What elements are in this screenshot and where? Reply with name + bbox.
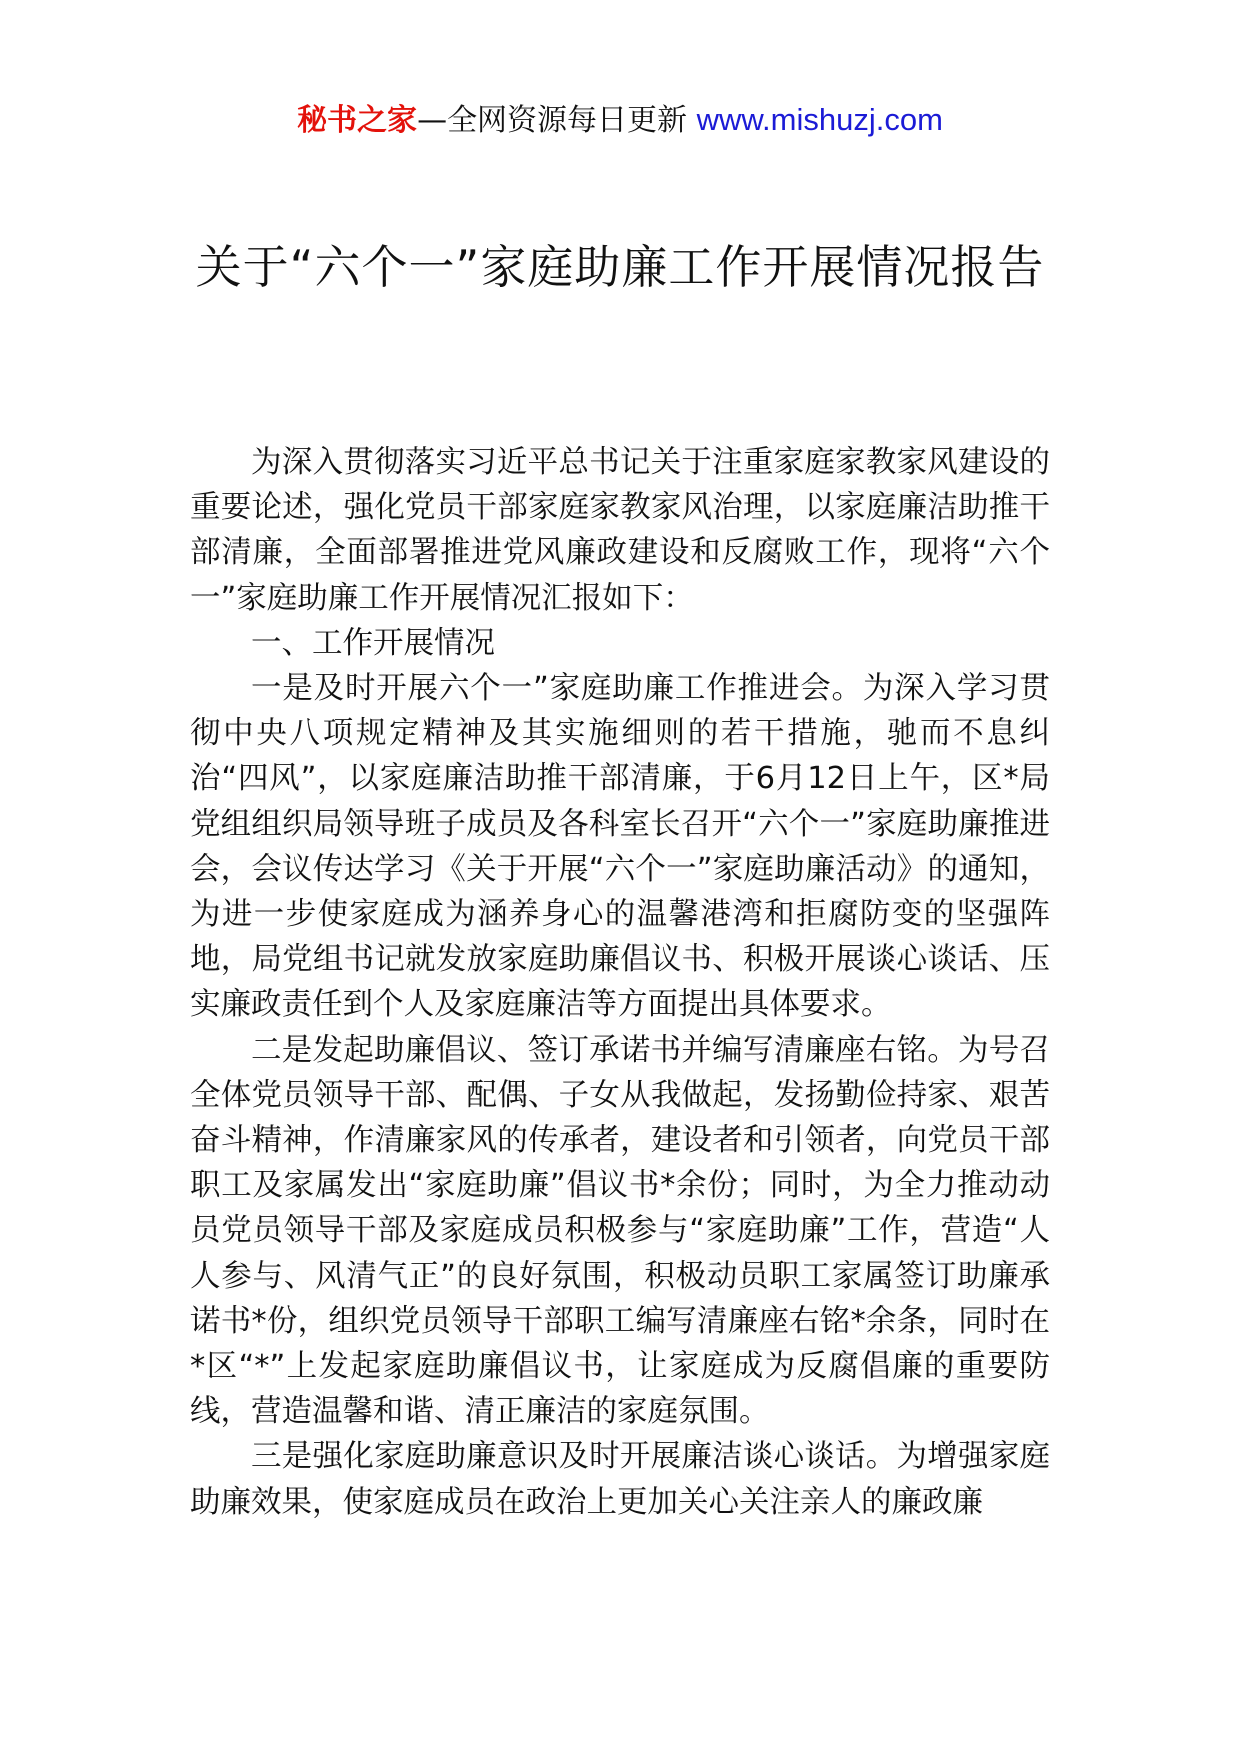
site-url-link[interactable]: www.mishuzj.com [696, 102, 943, 137]
brand-name: 秘书之家 [297, 103, 418, 138]
paragraph-item-2: 二是发起助廉倡议、签订承诺书并编写清廉座右铭。为号召全体党员领导干部、配偶、子女从我做起，发扬勤俭持家、艰苦奋斗精神，作清廉家风的传承者，建设者和引领者，向党员干部职工及家属发出“家庭助廉”倡议书*余份；同时，为全力推动动员党员领导干部及家庭成员积极参与“家庭助廉”工作，营造“人人参与、风清气正”的良好氛围，积极动员职工家属签订助廉承诺书*份，组织党员领导干部职工编写清廉座右铭*余条，同时在*区“*”上发起家庭助廉倡议书，让家庭成为反腐倡廉的重要防线，营造温馨和谐、清正廉洁的家庭氛围。 [190, 1032, 1050, 1430]
paragraph-item-1: 一是及时开展六个一”家庭助廉工作推进会。为深入学习贯彻中央八项规定精神及其实施细则的若干措施，驰而不息纠治“四风”，以家庭廉洁助推干部清廉，于6月12日上午，区*局党组组织局领导班子成员及各科室长召开“六个一”家庭助廉推进会，会议传达学习《关于开展“六个一”家庭助廉活动》的通知，为进一步使家庭成为涵养身心的温馨港湾和拒腐防变的坚强阵地，局党组书记就发放家庭助廉倡议书、积极开展谈心谈话、压实廉政责任到个人及家庭廉洁等方面提出具体要求。 [190, 671, 1050, 1023]
site-banner [0, 100, 1240, 141]
section-heading: 一、工作开展情况 [251, 625, 495, 661]
banner-tagline: —全网资源每日更新 [417, 103, 697, 138]
document-body [190, 440, 1050, 1525]
paragraph-item-3: 三是强化家庭助廉意识及时开展廉洁谈心谈话。为增强家庭助廉效果，使家庭成员在政治上更加关心关注亲人的廉政廉 [190, 1439, 1050, 1520]
paragraph-intro: 为深入贯彻落实习近平总书记关于注重家庭家教家风建设的重要论述，强化党员干部家庭家教家风治理，以家庭廉洁助推干部清廉，全面部署推进党风廉政建设和反腐败工作，现将“六个一”家庭助廉工作开展情况汇报如下： [190, 445, 1050, 616]
document-title: 关于“六个一”家庭助廉工作开展情况报告 [195, 240, 1045, 294]
